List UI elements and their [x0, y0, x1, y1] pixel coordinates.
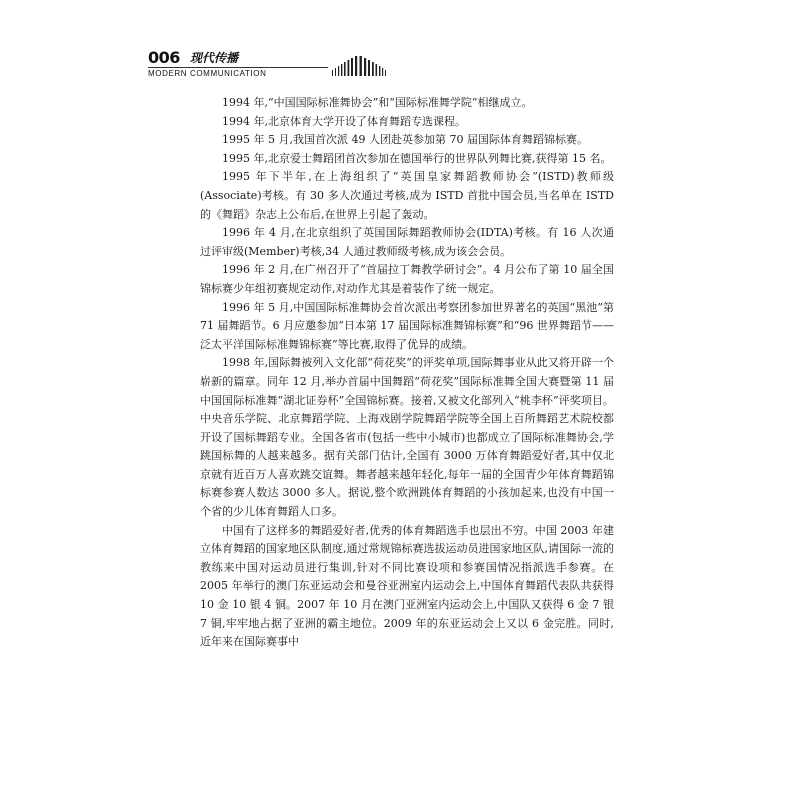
article-body: [200, 94, 614, 652]
page-header: [148, 48, 668, 82]
paragraph: 1996 年 4 月,在北京组织了英国国际舞蹈教师协会(IDTA)考核。有 16 人次通过评审级(Member)考核,34 人通过教师级考核,成为该会会员。: [200, 226, 614, 258]
paragraph: 1994 年,“中国国际标准舞协会”和“国际标准舞学院”相继成立。: [222, 96, 533, 109]
journal-title-cn: 现代传播: [190, 51, 239, 65]
journal-title-en: MODERN COMMUNICATION: [148, 69, 267, 78]
paragraph: 1995 年 5 月,我国首次派 49 人团赴英参加第 70 届国际体育舞蹈锦标赛。: [222, 133, 588, 147]
paragraph: 1995 年下半年,在上海组织了“英国皇家舞蹈教师协会”(ISTD)教师级(Associate)考核。有 30 多人次通过考核,成为 ISTD 首批中国会员,当名单在 ISTD 的《舞蹈》杂志上公布后,在世界上引起了轰动。: [200, 170, 614, 221]
paragraph: 1996 年 5 月,中国国际标准舞协会首次派出考察团参加世界著名的英国“黑池”第 71 届舞蹈节。6 月应邀参加“日本第 17 届国际标准舞锦标赛”和“96 世界舞蹈节——泛太平洋国际标准舞锦标赛”等比赛,取得了优异的成绩。: [200, 300, 614, 351]
paragraph: 1995 年,北京爱士舞蹈团首次参加在德国举行的世界队列舞比赛,获得第 15 名。: [222, 151, 612, 165]
barcode-ornament-icon: [332, 56, 392, 76]
paragraph: 1994 年,北京体育大学开设了体育舞蹈专选课程。: [222, 114, 466, 128]
page-number: 006: [148, 48, 180, 67]
header-rule: [148, 67, 328, 68]
paragraph: 中国有了这样多的舞蹈爱好者,优秀的体育舞蹈选手也层出不穷。中国 2003 年建立体育舞蹈的国家地区队制度,通过常规锦标赛选拔运动员进国家地区队,请国际一流的教练来中国对运动员进行集训,针对不同比赛设项和参赛国情况指派选手参赛。在 2005 年举行的澳门东亚运动会和曼谷亚洲室内运动会上,中国体育舞蹈代表队共获得 10 金 10 银 4 铜。2007 年 10 月在澳门亚洲室内运动会上,中国队又获得 6 金 7 银 7 铜,牢牢地占据了亚洲的霸主地位。2009 年的东亚运动会上又以 6 金完胜。同时,近年来在国际赛事中: [200, 523, 614, 649]
paragraph: 1998 年,国际舞被列入文化部“荷花奖”的评奖单项,国际舞事业从此又将开辟一个崭新的篇章。同年 12 月,举办首届中国舞蹈“荷花奖”国际标准舞全国大赛暨第 11 届中国国际标准舞“湖北证券杯”全国锦标赛。接着,又被文化部列入“桃李杯”评奖项目。中央音乐学院、北京舞蹈学院、上海戏剧学院舞蹈学院等全国上百所舞蹈艺术院校都开设了国标舞蹈专业。全国各省市(包括一些中小城市)也都成立了国际标准舞协会,学跳国标舞的人越来越多。据有关部门估计,全国有 3000 万体育舞蹈爱好者,其中仅北京就有近百万人喜欢跳交谊舞。舞者越来越年轻化,每年一届的全国青少年体育舞蹈锦标赛参赛人数达 3000 多人。据说,整个欧洲跳体育舞蹈的小孩加起来,也没有中国一个省的少儿体育舞蹈人口多。: [200, 356, 614, 519]
paragraph: 1996 年 2 月,在广州召开了“首届拉丁舞教学研讨会”。4 月公布了第 10 届全国锦标赛少年组初赛规定动作,对动作尤其是着装作了统一规定。: [200, 263, 614, 295]
